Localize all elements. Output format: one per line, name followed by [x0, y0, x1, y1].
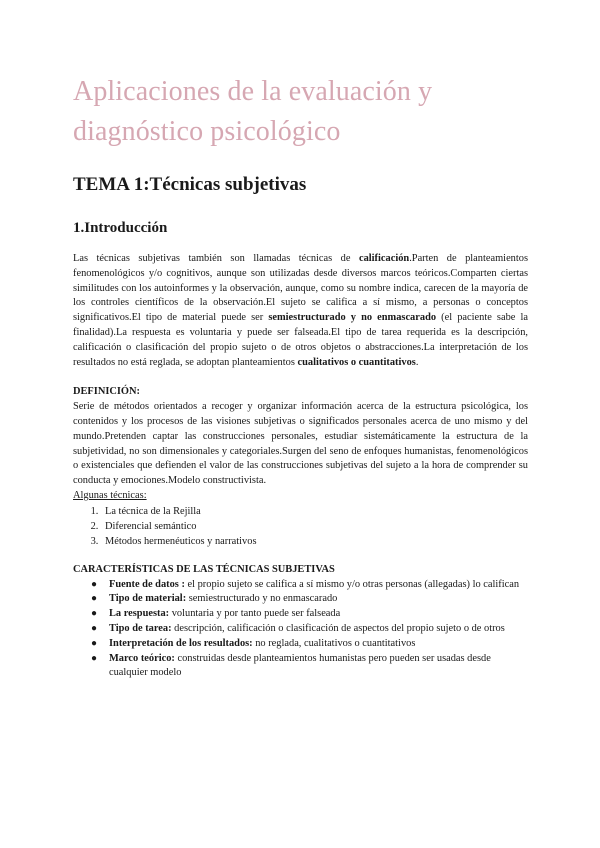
list-item: [91, 578, 528, 593]
item-label: La respuesta:: [109, 608, 170, 620]
definicion-text: Serie de métodos orientados a recoger y organizar información acerca de la estructura psicológica, los contenidos y los procesos de las visiones subjetivas o significados personales acerca de uno mismo y del mundo.Pretenden captar las construcciones personales, estudiar sistemáticamente la estructura de la subjetividad, no son dimensionales y categoriales.Surgen del seno de enfoques humanistas, fenomenológicos o existenciales que defienden el valor de las construcciones subjetivas del sujeto a la hora de comprender su conducta y emociones.Modelo constructivista.: [73, 401, 528, 487]
caracteristicas-list: [73, 578, 528, 682]
tecnicas-list: [73, 504, 528, 549]
intro-text-3: (el paciente sabe la finalidad).La respuesta es voluntaria y puede ser falseada.El tipo de tarea requerida es la descripción, calificación o clasificación del propio sujeto o de otros objetos o abstracciones.La interpretación de los resultados no está reglada, se adoptan planteamientos: [73, 312, 528, 368]
item-text: construidas desde planteamientos humanistas pero pueden ser usadas desde cualquier modelo: [109, 652, 491, 679]
list-item: 1. La técnica de la Rejilla: [101, 504, 528, 519]
intro-text-4: .: [415, 356, 419, 368]
bullet-icon: ●: [91, 622, 98, 634]
tema-heading: TEMA 1:Técnicas subjetivas: [73, 174, 307, 195]
intro-text-1: Las técnicas subjetivas también son llamadas técnicas de: [73, 253, 359, 264]
item-label: Tipo de tarea:: [109, 622, 172, 634]
item-text: descripción, calificación o clasificación de aspectos del propio sujeto o de otros: [171, 622, 505, 634]
list-item: [91, 607, 528, 622]
item-label: Interpretación de los resultados:: [109, 637, 253, 649]
bullet-icon: ●: [91, 637, 98, 649]
intro-text-2: .Parten de planteamientos fenomenológicos y/o cognitivos, aunque son utilizadas desde diversos marcos teóricos.Comparten ciertas similitudes con los autoinformes y la observación, aunque, como su nombre indica, carecen de la mayoría de los controles científicos de la observación.El sujeto se califica a sí mismo, a personas o conceptos significativos.El tipo de material puede ser: [73, 253, 528, 324]
algunas-tecnicas-label: Algunas técnicas:: [73, 489, 147, 501]
caracteristicas-heading: CARACTERÍSTICAS DE LAS TÉCNICAS SUBJETIVAS: [73, 563, 335, 575]
item-text: semiestructurado y no enmascarado: [186, 593, 338, 605]
intro-bold-3: cualitativos o cuantitativos: [297, 356, 416, 368]
list-item: [91, 592, 528, 607]
intro-paragraph: [73, 252, 528, 370]
list-item: [91, 652, 528, 682]
bullet-icon: ●: [91, 593, 98, 605]
item-label: Tipo de material:: [109, 593, 187, 605]
item-text: voluntaria y por tanto puede ser falseada: [169, 608, 341, 620]
document-title: Aplicaciones de la evaluación y diagnóstico psicológico: [73, 76, 433, 147]
bullet-icon: ●: [91, 578, 98, 590]
definicion-heading: DEFINICIÓN:: [73, 386, 140, 398]
item-text: el propio sujeto se califica a sí mismo y/o otras personas (allegadas) lo califican: [184, 578, 520, 590]
intro-bold-1: calificación: [358, 253, 410, 264]
list-item: [91, 622, 528, 637]
bullet-icon: ●: [91, 608, 98, 620]
intro-heading: 1.Introducción: [73, 220, 168, 236]
document-page: [73, 72, 528, 681]
item-label: Marco teórico:: [109, 652, 175, 664]
list-item: 2. Diferencial semántico: [101, 519, 528, 534]
bullet-icon: ●: [91, 652, 98, 664]
list-item: 3. Métodos hermenéuticos y narrativos: [101, 534, 528, 549]
item-label: Fuente de datos :: [109, 578, 185, 590]
intro-bold-2: semiestructurado y no enmascarado: [268, 312, 437, 324]
item-text: no reglada, cualitativos o cuantitativos: [252, 637, 416, 649]
list-item: [91, 637, 528, 652]
